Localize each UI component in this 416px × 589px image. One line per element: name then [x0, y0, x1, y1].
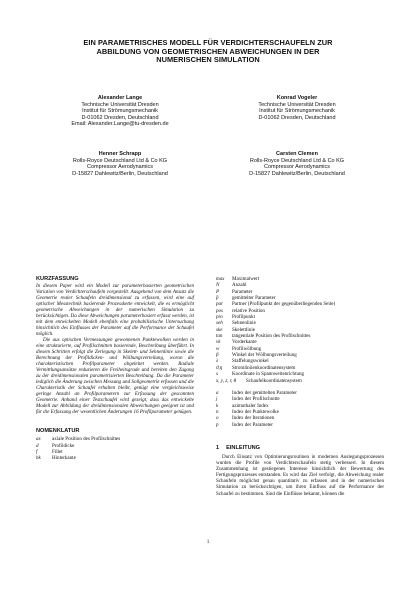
symbol: β	[216, 352, 219, 359]
author-block	[222, 95, 372, 121]
symbol-desc: tangentiale Position des Profilschnittes	[232, 333, 311, 340]
symbol-desc: Schaufelkoordinatensystem	[246, 377, 302, 384]
symbol: P	[216, 288, 220, 295]
introduction-section	[216, 445, 384, 497]
symbol-desc: Stromliniienkoordinatensystem	[232, 364, 296, 371]
title-line: EIN PARAMETRISCHES MODELL FÜR VERDICHTERSCHAUFELN ZUR	[83, 38, 333, 47]
affiliation-line: D-01062 Dresden, Deutschland	[258, 114, 336, 121]
nomenclature-symbol: hk	[36, 455, 41, 462]
symbol-desc: Skelettlinie	[232, 326, 255, 333]
symbol: pos	[216, 307, 224, 314]
symbol-desc: Profilpunkt	[232, 314, 255, 321]
symbol-item	[216, 378, 384, 384]
symbol: λ	[216, 358, 219, 365]
symbol: tan	[216, 333, 223, 340]
author-block	[222, 151, 372, 177]
index-desc: Index der gemittelten Parameter	[232, 389, 297, 396]
author-email: Email: Alexander.Lange@tu-dresden.de	[71, 121, 169, 128]
symbol: ske	[216, 326, 223, 333]
nomenclature-symbol: f	[36, 449, 38, 456]
author-block	[45, 95, 195, 128]
author-name: Alexander Lange	[97, 95, 143, 101]
symbol: max	[216, 276, 225, 282]
abstract	[36, 283, 194, 415]
symbol-desc: Winkel der Wölbungsverteilung	[232, 352, 297, 359]
symbol: w	[216, 345, 220, 352]
affiliation-line: D-15827 Dahlewitz/Berlin, Deutschland	[249, 170, 345, 177]
affiliation-line: D-15827 Dahlewitz/Berlin, Deutschland	[72, 170, 168, 177]
nomenclature-desc: Fillet	[52, 449, 63, 456]
page-number: 1	[206, 539, 210, 545]
nomenclature-desc: axiale Position des Profilschnittes	[52, 436, 121, 443]
title-line: NUMERISCHEN SIMULATION	[156, 55, 260, 65]
index-symbol: j	[216, 396, 218, 403]
index-symbol: p	[216, 421, 219, 428]
index-desc: azimuthaler Index	[232, 402, 269, 409]
intro-paragraph: Durch Einsatz von Optimierungsroutinen in modernen Auslegungsprozessen wurden die Profile von Verdichterschaufeln stetig verbessert. In diesem Zusammenhang ist gestiegenes Interesse hinsichtlich der Bewertung des Fertigungsprozesses entstanden. Es wird das Ziel verfolgt, die Abweichung realer Schaufeln möglichst genau quantitativ zu erfassen und in der numerischen Simulation zu berücksichtigen, um ihren Einfluss auf die Performance der Schaufel zu bestimmen. Sind die Einflüsse bekannt, können die	[216, 454, 384, 497]
left-column	[36, 276, 194, 462]
abstract-paragraph: Die aus optischen Vermessungen gewonnenen Punktewolken werden in eine strukturierte, auf Profilschnitten basierende, Beschreibung überführt. In diesem Schritten erfolgt die Zerlegung in Skelett- und Sehnenlinie sowie die Berechnung der Profildicken- und Wölbungsverteilung, woran die charakteristischen Profilparameter abgeleitet werden. Radiale Vermittlungsansätze reduzieren die Freiheitsgrade und bereiten den Zugang zu der dreidimensionalen parametrisierten Beschreibung. Da die Parameter lediglich die Änderung zwischen Messung und Sollgeometrie erfassen und die Charakteristik der Schaufel erhalten bleibt, genügt eine vergleichsweise geringe Anzahl an Profilparametern zur Erfassung der gescannten Geometrie. Anhand einer Testschaufel wird gezeigt, dass das entwickelte Modell zur Abbildung der dreidimensionalen Abweichungen geeignet ist und für die Erfassung der wesentlichen Änderungen 16 Profilparameter genügen.	[36, 337, 194, 416]
affiliation-line: Rolls-Royce Deutschland Ltd & Co KG	[249, 157, 345, 164]
nomenclature-desc: Profildicke	[52, 442, 75, 449]
symbol-desc: Staffelungswinkel	[232, 358, 269, 365]
index-symbol: n	[216, 408, 219, 415]
symbol: x, y, z, r, θ	[216, 377, 237, 384]
section-title: EINLEITUNG	[226, 445, 260, 451]
symbol-desc: Vorderkante	[232, 339, 257, 346]
nomenclature-item	[36, 455, 194, 461]
symbol: p̂	[216, 295, 219, 302]
abstract-paragraph: In diesem Paper wird ein Modell zur parameterbasierten geometrischen Variation von Verdichterschaufeln vorgestellt. Ausgehend von dem Ansatz die Geometrie realer Schaufeln dreidimensional zu erfassen, wird eine auf optischer Messtechnik basierende Prozesskette entwickelt, die es ermöglicht geometrische Abweichungen in der numerischen Simulation zu berücksichtigen. Da diese Abweichungen parameterbasiert erfasst werden, ist mit dem entwickelten Modell ebenfalls eine probabilistische Untersuchung hinsichtlich des Einflusses der Parameter auf die Performance der Schaufel möglich.	[36, 283, 194, 338]
index-desc: Index der Parameter	[232, 421, 273, 428]
index-symbol: a	[216, 389, 219, 396]
nomenclature-symbol: d	[36, 442, 39, 449]
author-block	[45, 151, 195, 177]
symbol-desc: Anzahl	[232, 282, 247, 289]
affiliation-line: Compressor Aerodynamics	[86, 164, 154, 171]
symbol: seh	[216, 320, 223, 327]
affiliation-line: Institut für Strömungsmechanik	[259, 108, 335, 115]
author-name: Konrad Vogeler	[276, 95, 318, 101]
symbol: ϑ,η	[216, 364, 223, 371]
symbol: N	[216, 282, 220, 289]
title-line: ABBILDUNG VON GEOMETRISCHEN ABWEICHUNGEN IN DER	[96, 46, 320, 56]
nomenclature-symbol: ax	[36, 436, 41, 443]
nomenclature-desc: Hinterkante	[52, 455, 76, 462]
index-desc: Index der Punktewolke	[232, 408, 279, 415]
index-symbol: o	[216, 415, 219, 422]
author-name: Henner Schrapp	[98, 151, 142, 157]
index-desc: Index der Profilschnitte	[232, 396, 280, 403]
affiliation-line: Institut für Strömungsmechanik	[82, 108, 158, 115]
paper-title	[40, 39, 376, 65]
author-name: Carsten Clemen	[276, 151, 318, 157]
section-heading	[216, 445, 384, 452]
nomenclature-list	[36, 436, 194, 461]
affiliation-line: D-01062 Dresden, Deutschland	[81, 114, 159, 121]
symbol-desc: Maximalwert	[232, 276, 260, 282]
symbol-desc: relative Position	[232, 307, 265, 314]
affiliation-line: Technische Universität Dresden	[258, 101, 336, 108]
symbol-desc: Partner (Profilpunkt der gegenüberliegenden Seite)	[232, 301, 336, 308]
symbol-list	[216, 276, 384, 428]
index-desc: Index der Iterationen	[232, 415, 275, 422]
symbol: par	[216, 301, 224, 308]
symbol-desc: Profilwölbung	[232, 345, 262, 352]
symbol-desc: Koordinate in Spannweitenrichtung	[232, 371, 305, 378]
symbol-desc: Sehnenlinie	[232, 320, 256, 327]
index-symbol: k	[216, 402, 219, 409]
section-number: 1	[216, 445, 220, 451]
affiliation-line: Technische Universität Dresden	[81, 101, 159, 108]
symbol-desc: gemittelter Parameter	[232, 295, 276, 302]
abstract-heading: KURZFASSUNG	[36, 276, 79, 282]
affiliation-line: Compressor Aerodynamics	[263, 164, 331, 171]
symbol-desc: Parameter	[232, 288, 253, 295]
symbol: vk	[216, 339, 221, 346]
symbol: s	[216, 371, 218, 378]
nomenclature-heading: NOMENKLATUR	[36, 428, 80, 435]
index-item	[216, 422, 384, 428]
affiliation-line: Rolls-Royce Deutschland Ltd & Co KG	[72, 157, 168, 164]
symbol: pro	[216, 314, 223, 321]
